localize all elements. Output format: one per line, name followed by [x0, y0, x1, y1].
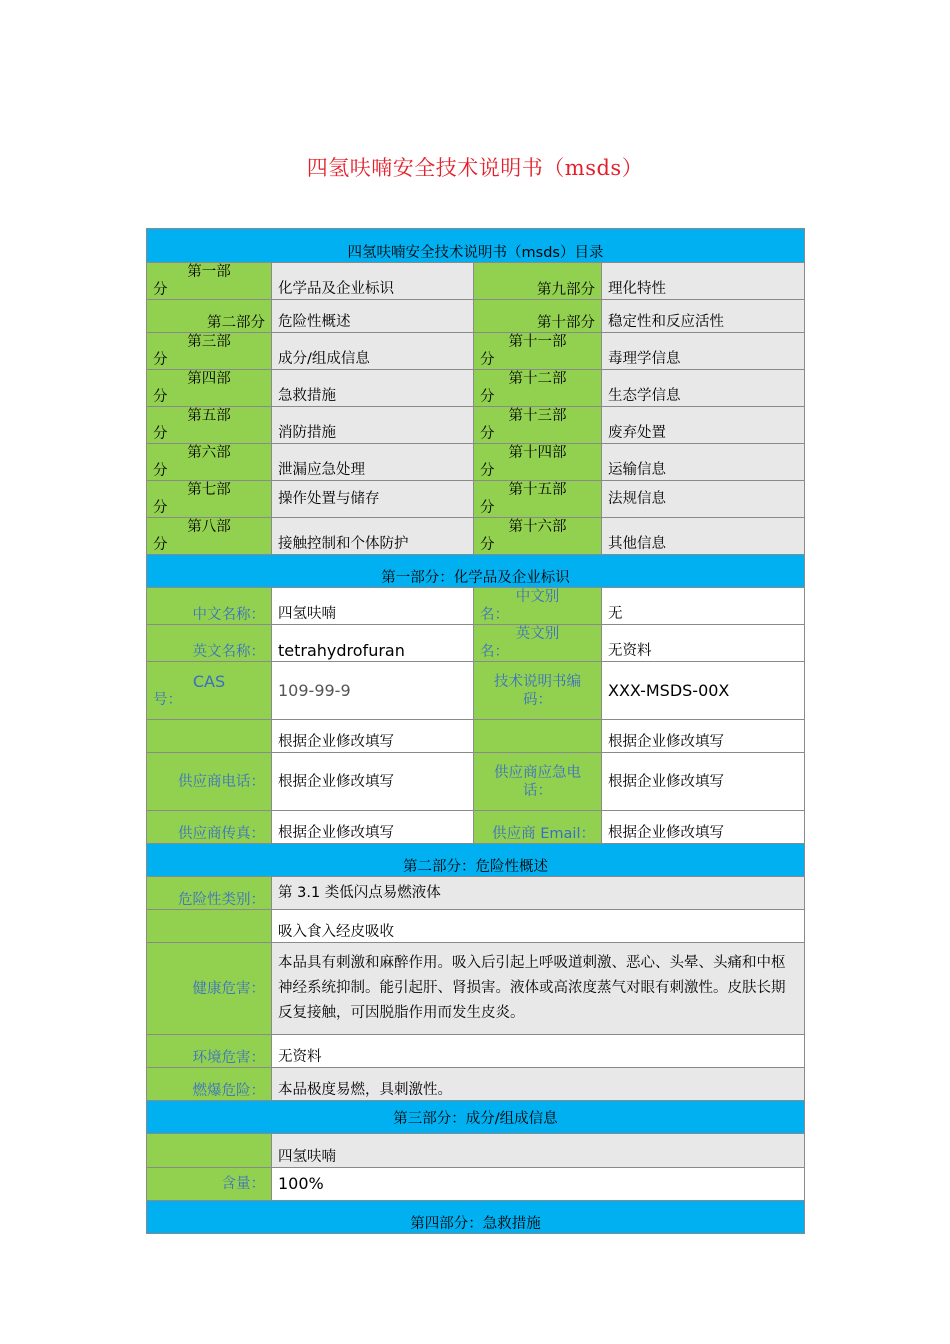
msds-code-value: XXX-MSDS-00X	[602, 662, 805, 720]
cn-name-value: 四氢呋喃	[272, 588, 474, 625]
part2-header: 第二部分：危险性概述	[147, 844, 805, 877]
toc-left-label: 第七部 分	[147, 481, 272, 518]
health-hazard-label: 健康危害：	[147, 943, 272, 1035]
explosion-hazard-label: 燃爆危险：	[147, 1068, 272, 1101]
toc-right-label: 第十一部 分	[474, 333, 602, 370]
component-value: 四氢呋喃	[272, 1134, 805, 1168]
toc-left-label: 第三部 分	[147, 333, 272, 370]
en-name-label: 英文名称：	[147, 625, 272, 662]
toc-left-value: 危险性概述	[272, 300, 474, 333]
part1-header: 第一部分：化学品及企业标识	[147, 555, 805, 588]
toc-right-value: 毒理学信息	[602, 333, 805, 370]
toc-left-value: 泄漏应急处理	[272, 444, 474, 481]
toc-right-value: 其他信息	[602, 518, 805, 555]
toc-right-label: 第十六部 分	[474, 518, 602, 555]
fill-in-right: 根据企业修改填写	[602, 720, 805, 753]
content-value: 100%	[272, 1168, 805, 1201]
toc-right-value: 废弃处置	[602, 407, 805, 444]
component-label	[147, 1134, 272, 1168]
toc-left-value: 急救措施	[272, 370, 474, 407]
toc-left-label: 第二部分	[147, 300, 272, 333]
en-alias-label: 英文别 名：	[474, 625, 602, 662]
part3-header: 第三部分：成分/组成信息	[147, 1101, 805, 1134]
document-title: 四氢呋喃安全技术说明书（msds）	[306, 156, 644, 180]
toc-left-value: 操作处置与储存	[272, 481, 474, 518]
health-hazard-value: 本品具有刺激和麻醉作用。吸入后引起上呼吸道刺激、恶心、头晕、头痛和中枢神经系统抑制。能引起肝、肾损害。液体或高浓度蒸气对眼有刺激性。皮肤长期反复接触，可因脱脂作用而发生皮炎。	[272, 943, 805, 1035]
cn-alias-value: 无	[602, 588, 805, 625]
toc-right-value: 稳定性和反应活性	[602, 300, 805, 333]
cn-alias-label: 中文别 名：	[474, 588, 602, 625]
toc-left-value: 化学品及企业标识	[272, 263, 474, 300]
en-alias-value: 无资料	[602, 625, 805, 662]
route-label	[147, 910, 272, 943]
blank-label-left	[147, 720, 272, 753]
hazard-class-label: 危险性类别：	[147, 877, 272, 910]
fill-in-left: 根据企业修改填写	[272, 720, 474, 753]
toc-left-label: 第六部 分	[147, 444, 272, 481]
toc-left-value: 成分/组成信息	[272, 333, 474, 370]
toc-left-label: 第五部 分	[147, 407, 272, 444]
supplier-phone-label: 供应商电话：	[147, 753, 272, 811]
toc-right-label: 第十三部 分	[474, 407, 602, 444]
cas-value: 109-99-9	[272, 662, 474, 720]
toc-left-value: 消防措施	[272, 407, 474, 444]
toc-right-label: 第十五部 分	[474, 481, 602, 518]
exposure-route-value: 吸入食入经皮吸收	[272, 910, 805, 943]
toc-left-value: 接触控制和个体防护	[272, 518, 474, 555]
toc-right-label: 第九部分	[474, 263, 602, 300]
supplier-email-label: 供应商 Email：	[474, 811, 602, 844]
toc-right-label: 第十四部 分	[474, 444, 602, 481]
toc-right-value: 法规信息	[602, 481, 805, 518]
env-hazard-value: 无资料	[272, 1035, 805, 1068]
toc-left-label: 第八部 分	[147, 518, 272, 555]
supplier-emergency-label: 供应商应急电 话：	[474, 753, 602, 811]
msds-code-label: 技术说明书编 码：	[474, 662, 602, 720]
msds-table	[146, 228, 805, 1234]
cas-label: CAS 号：	[147, 662, 272, 720]
toc-right-value: 理化特性	[602, 263, 805, 300]
toc-left-label: 第四部 分	[147, 370, 272, 407]
supplier-fax-value: 根据企业修改填写	[272, 811, 474, 844]
hazard-class-value: 第 3.1 类低闪点易燃液体	[272, 877, 805, 910]
supplier-phone-value: 根据企业修改填写	[272, 753, 474, 811]
explosion-hazard-value: 本品极度易燃，具刺激性。	[272, 1068, 805, 1101]
en-name-value: tetrahydrofuran	[272, 625, 474, 662]
cn-name-label: 中文名称：	[147, 588, 272, 625]
toc-right-label: 第十部分	[474, 300, 602, 333]
part4-header: 第四部分：急救措施	[147, 1201, 805, 1234]
toc-right-value: 运输信息	[602, 444, 805, 481]
supplier-fax-label: 供应商传真：	[147, 811, 272, 844]
content-label: 含量：	[147, 1168, 272, 1201]
supplier-emergency-value: 根据企业修改填写	[602, 753, 805, 811]
toc-right-label: 第十二部 分	[474, 370, 602, 407]
toc-header: 四氢呋喃安全技术说明书（msds）目录	[147, 229, 805, 263]
toc-left-label: 第一部 分	[147, 263, 272, 300]
supplier-email-value: 根据企业修改填写	[602, 811, 805, 844]
env-hazard-label: 环境危害：	[147, 1035, 272, 1068]
blank-label-right	[474, 720, 602, 753]
toc-right-value: 生态学信息	[602, 370, 805, 407]
